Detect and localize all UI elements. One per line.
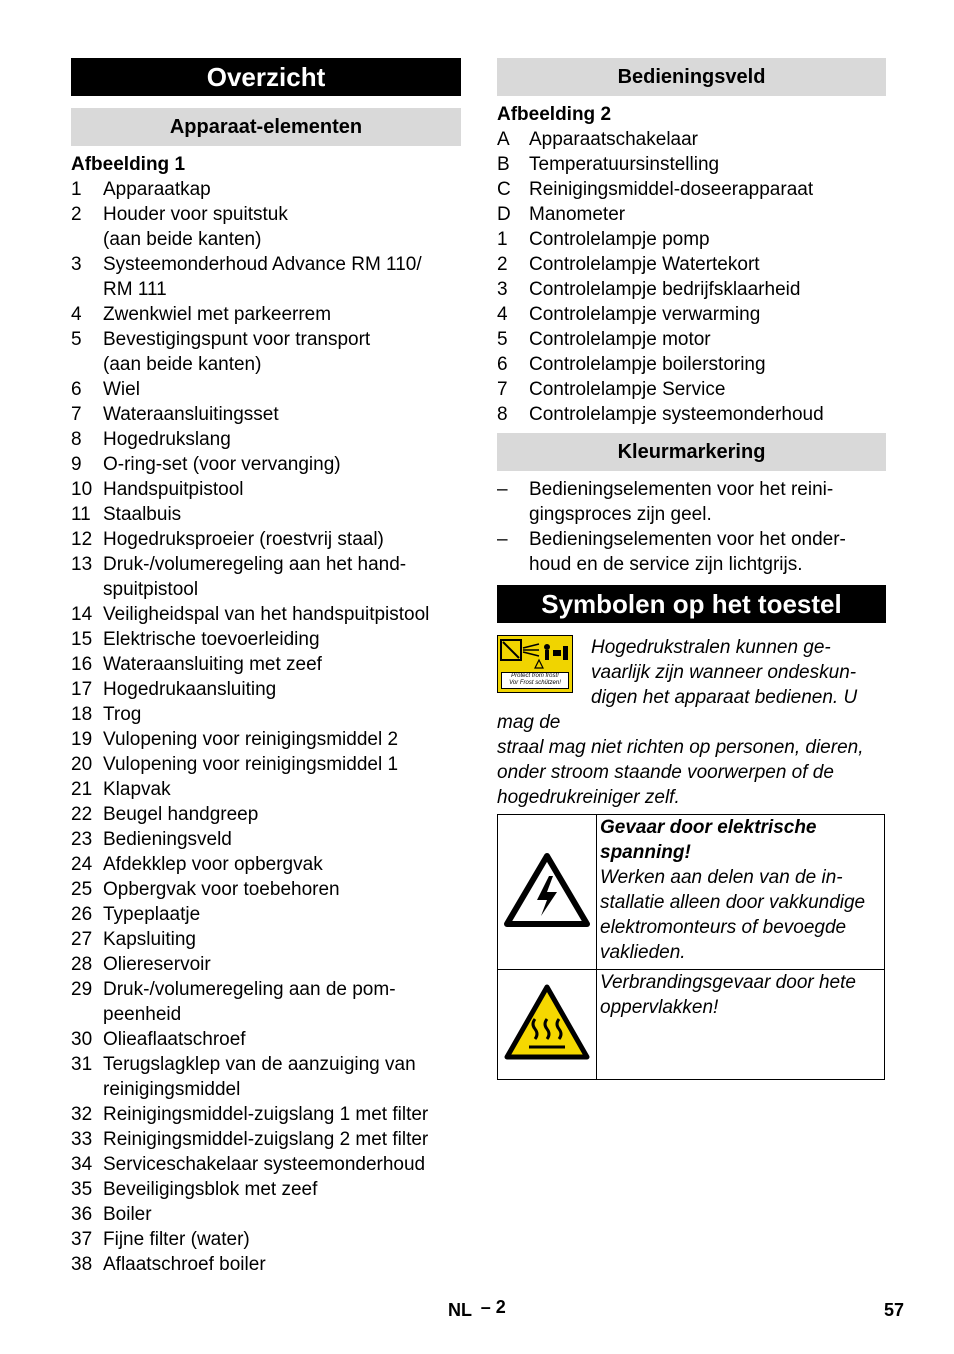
footer-language [448,1297,506,1321]
list-item-text: Handspuitpistool [103,479,244,500]
list-item-text: Klapvak [103,779,171,800]
list-item [497,402,886,427]
list-item-text: Veiligheidspal van het handspuitpistool [103,604,430,625]
list-item-text: Vulopening voor reinigingsmiddel 1 [103,754,399,775]
list-item [71,477,461,502]
list-item [497,127,886,152]
list-item-number: 28 [71,954,93,975]
list-item-number: B [497,154,510,175]
list-item-text: Olieaflaatschroef [103,1029,246,1050]
list-item-text: Reinigingsmiddel-zuigslang 1 met filter [103,1104,429,1125]
list-item-text: Serviceschakelaar systeemonderhoud [103,1154,426,1175]
list-item [71,802,461,827]
list-item-text: Druk-/volumeregeling aan het hand- spuitpistool [103,554,407,600]
list-item-number: 13 [71,554,93,575]
figure-1-label: Afbeelding 1 [71,154,186,175]
list-item-text: Typeplaatje [103,904,201,925]
list-item [71,727,461,752]
list-item [71,377,461,402]
footer-page-number: 57 [884,1300,905,1320]
list-item-number: 23 [71,829,93,850]
list-item-text: Wiel [103,379,140,400]
list-item [497,177,886,202]
symbols-intro-block [497,635,886,810]
list-item-number: 29 [71,979,93,1000]
color-marking-list [497,477,886,577]
list-item-text: Fijne filter (water) [103,1229,250,1250]
list-item [71,177,461,202]
list-item [71,777,461,802]
electric-warning-cell [498,815,597,970]
list-item-text: Controlelampje boilerstoring [529,354,766,375]
list-item-number: 19 [71,729,93,750]
footer-lang-code: NL [448,1300,472,1320]
list-item-number: 4 [497,304,508,325]
list-item-text: Trog [103,704,142,725]
left-column [71,58,461,1277]
electric-shock-warning-icon [503,852,591,928]
list-item [497,152,886,177]
figure-2-label: Afbeelding 2 [497,104,612,125]
list-item-text: O-ring-set (voor vervanging) [103,454,341,475]
list-item [71,402,461,427]
list-item [71,1202,461,1227]
list-item [71,1027,461,1052]
list-item [497,377,886,402]
list-item-number: 26 [71,904,93,925]
warning-row-hot-surface [498,970,885,1080]
list-item-text: Afdekklep voor opbergvak [103,854,323,875]
list-item [497,477,886,527]
list-item-number: 20 [71,754,93,775]
frost-warning-label: Protect from frost! Vor Frost schützen! [501,672,569,689]
list-item-number: 1 [497,229,508,250]
list-item-text: Beugel handgreep [103,804,259,825]
list-item [497,302,886,327]
list-item-text: Elektrische toevoerleiding [103,629,320,650]
list-item-text: Aflaatschroef boiler [103,1254,266,1275]
list-item-text: Staalbuis [103,504,182,525]
list-item [71,702,461,727]
list-item-text: Reinigingsmiddel-zuigslang 2 met filter [103,1129,429,1150]
list-item [71,752,461,777]
list-item [71,252,461,302]
list-item-number: 2 [71,204,82,225]
list-item [71,952,461,977]
list-item-number: 24 [71,854,93,875]
list-item [497,327,886,352]
list-item [497,202,886,227]
symbols-title: Symbolen op het toestel [497,585,886,623]
right-column [497,58,886,1080]
list-item-number: 3 [71,254,82,275]
list-item-text: Manometer [529,204,626,225]
list-item-text: Controlelampje systeemonderhoud [529,404,824,425]
list-item-number: 2 [497,254,508,275]
list-item [71,302,461,327]
list-item-text: Bedieningsveld [103,829,232,850]
list-item-text: Druk-/volumeregeling aan de pom- peenheid [103,979,396,1025]
list-item-text: Bedieningselementen voor het onder- houd en de service zijn lichtgrijs. [529,529,846,575]
list-item-number: 5 [71,329,82,350]
list-item-text: Temperatuursinstelling [529,154,720,175]
list-item-text: Controlelampje bedrijfsklaarheid [529,279,801,300]
list-item-number: 37 [71,1229,93,1250]
list-item [71,502,461,527]
list-item-number: 1 [71,179,82,200]
list-item-number: 3 [497,279,508,300]
hot-surface-warning-text: Verbrandingsgevaar door hete oppervlakken! [600,972,856,1018]
device-elements-list [71,177,461,1277]
list-item [71,1227,461,1252]
list-item-text: Wateraansluitingsset [103,404,279,425]
warning-symbols-table [497,814,885,1080]
list-item-text: Houder voor spuitstuk (aan beide kanten) [103,204,288,250]
list-item-text: Controlelampje verwarming [529,304,761,325]
list-item [71,327,461,377]
list-item-text: Oliereservoir [103,954,211,975]
list-item [497,252,886,277]
list-item-number: 6 [497,354,508,375]
electric-warning-title: Gevaar door elektrische spanning! [600,817,817,863]
list-item-text: Wateraansluiting met zeef [103,654,322,675]
list-item-number: 21 [71,779,93,800]
hot-surface-warning-cell [498,970,597,1080]
device-elements-heading: Apparaat-elementen [71,108,461,146]
list-item-text: Boiler [103,1204,152,1225]
list-item-number: 16 [71,654,93,675]
list-item-text: Bedieningselementen voor het reini- gingsproces zijn geel. [529,479,834,525]
list-item-text: Systeemonderhoud Advance RM 110/ RM 111 [103,254,422,300]
list-item-text: Vulopening voor reinigingsmiddel 2 [103,729,399,750]
list-item-number: 9 [71,454,82,475]
list-item-number: 5 [497,329,508,350]
control-panel-heading: Bedieningsveld [497,58,886,96]
list-item-number: 36 [71,1204,93,1225]
list-item-number: 7 [497,379,508,400]
list-item [71,527,461,552]
list-item-number: 33 [71,1129,93,1150]
list-item-number: A [497,129,510,150]
list-item-number: 31 [71,1054,93,1075]
list-item [71,1152,461,1177]
list-item-number: 11 [71,504,91,525]
list-item [497,527,886,577]
list-item [497,227,886,252]
list-item [71,1102,461,1127]
list-item-text: Apparaatschakelaar [529,129,698,150]
list-item [71,1177,461,1202]
list-item-text: Kapsluiting [103,929,196,950]
list-item [71,627,461,652]
list-item [71,427,461,452]
list-item [71,202,461,252]
list-item-number: 8 [71,429,82,450]
list-item-number: C [497,179,511,200]
list-item-number: 6 [71,379,82,400]
list-item [71,452,461,477]
list-item-text: Beveiligingsblok met zeef [103,1179,318,1200]
list-item [71,827,461,852]
list-item-number: 22 [71,804,93,825]
list-item-number: 25 [71,879,93,900]
list-item-text: Reinigingsmiddel-doseerapparaat [529,179,814,200]
list-item-number: 32 [71,1104,93,1125]
list-item [71,902,461,927]
list-item [71,977,461,1027]
list-item [71,1052,461,1102]
list-item-number: – [497,479,508,500]
hot-surface-warning-icon [503,983,591,1061]
list-item-number: 12 [71,529,93,550]
list-item [71,602,461,627]
color-marking-heading: Kleurmarkering [497,433,886,471]
list-item [71,677,461,702]
control-panel-list [497,127,886,427]
electric-warning-text: Werken aan delen van de in- stallatie alleen door vakkundige elektromonteurs of bevoegde vaklieden. [600,867,866,963]
list-item [497,277,886,302]
list-item-text: Apparaatkap [103,179,211,200]
list-item-text: Hogedruksproeier (roestvrij staal) [103,529,384,550]
list-item-number: 10 [71,479,93,500]
list-item-text: Terugslagklep van de aanzuiging van reinigingsmiddel [103,1054,416,1100]
list-item-number: 14 [71,604,93,625]
list-item-number: 34 [71,1154,93,1175]
list-item-text: Hogedrukslang [103,429,231,450]
list-item-text: Controlelampje motor [529,329,711,350]
list-item [71,927,461,952]
list-item-number: 17 [71,679,93,700]
list-item [71,552,461,602]
list-item [71,1252,461,1277]
list-item-number: 8 [497,404,508,425]
list-item-text: Bevestigingspunt voor transport (aan beide kanten) [103,329,371,375]
list-item-number: 27 [71,929,93,950]
electric-warning-text-cell [597,815,885,970]
list-item-text: Zwenkwiel met parkeerrem [103,304,332,325]
list-item-number: 35 [71,1179,93,1200]
hot-surface-warning-text-cell [597,970,885,1080]
list-item-number: 18 [71,704,93,725]
list-item-number: 7 [71,404,82,425]
footer-page-ref: – 2 [480,1297,506,1317]
list-item-number: 38 [71,1254,93,1275]
list-item-number: 15 [71,629,93,650]
high-pressure-warning-sign-icon [497,635,573,693]
list-item-text: Controlelampje Service [529,379,726,400]
list-item-text: Hogedrukaansluiting [103,679,277,700]
list-item-text: Controlelampje pomp [529,229,710,250]
list-item-number: D [497,204,511,225]
list-item-number: – [497,529,508,550]
list-item-number: 4 [71,304,82,325]
list-item [497,352,886,377]
list-item [71,652,461,677]
warning-row-electric [498,815,885,970]
symbols-intro-text: Hogedrukstralen kunnen ge- vaarlijk zijn wanneer ondeskun- digen het apparaat bedienen. U mag de straal mag niet richten op personen, dieren, onder stroom staande voorwerpen of de hogedrukreiniger zelf. [497,637,864,808]
overview-title: Overzicht [71,58,461,96]
list-item [71,1127,461,1152]
list-item-text: Opbergvak voor toebehoren [103,879,340,900]
list-item [71,852,461,877]
list-item-number: 30 [71,1029,93,1050]
list-item-text: Controlelampje Watertekort [529,254,760,275]
list-item [71,877,461,902]
